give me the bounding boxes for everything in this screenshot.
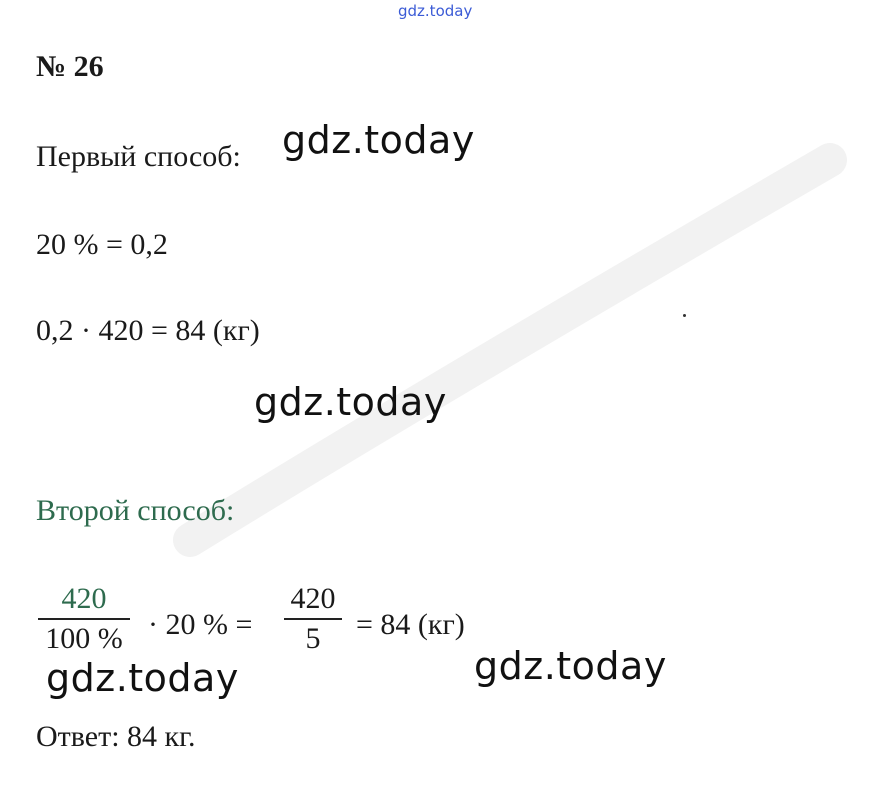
- task-number: № 26: [36, 50, 104, 83]
- method1-step1: 20 % = 0,2: [36, 228, 168, 261]
- method1-heading: Первый способ:: [36, 140, 241, 173]
- fraction-420-over-100-percent: [38, 582, 130, 656]
- method2-result: = 84 (кг): [356, 608, 465, 641]
- watermark-top: gdz.today: [398, 2, 473, 20]
- background-watermark: [150, 120, 850, 580]
- fraction2-bar: [284, 618, 342, 620]
- fraction1-denominator: 100 %: [45, 622, 123, 655]
- stray-dot: [683, 314, 686, 317]
- fraction2-numerator: 420: [290, 582, 336, 615]
- fraction2-denominator: 5: [305, 622, 321, 655]
- fraction1-bar: [38, 618, 130, 620]
- watermark-1: gdz.today: [282, 118, 475, 162]
- watermark-2: gdz.today: [254, 380, 447, 424]
- fraction1-numerator: 420: [61, 582, 107, 615]
- answer: Ответ: 84 кг.: [36, 720, 196, 753]
- watermark-4: gdz.today: [474, 644, 667, 688]
- method1-step2: 0,2 · 420 = 84 (кг): [36, 314, 260, 347]
- fraction-420-over-5: [284, 582, 342, 656]
- watermark-3: gdz.today: [46, 656, 239, 700]
- method2-heading: Второй способ:: [36, 494, 235, 527]
- multiply-20-percent: · 20 % =: [148, 608, 253, 641]
